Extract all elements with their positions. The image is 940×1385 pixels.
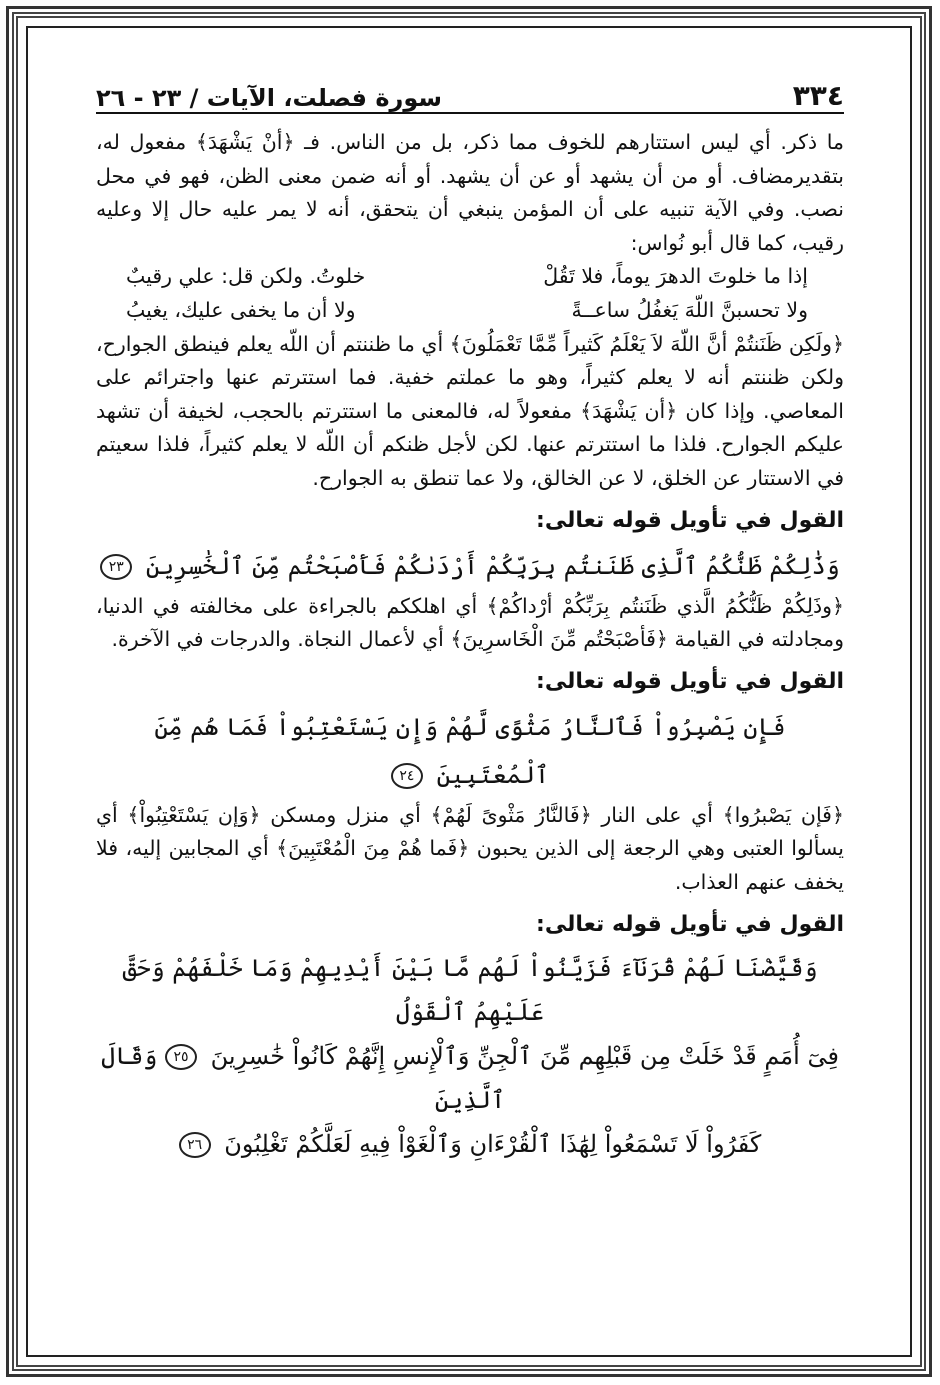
section-heading: القول في تأويل قوله تعالى: bbox=[536, 911, 844, 937]
ayah-number-marker: ٢٥ bbox=[165, 1044, 197, 1070]
verse-line: وَقَيَّضْنَا لَهُمْ قُرَنَآءَ فَزَيَّنُواْ لَهُم مَّا بَيْنَ أَيْدِيهِمْ وَمَا خَلْفَهُمْ وَحَقَّ عَلَيْهِمُ ٱلْقَوْلُ bbox=[122, 953, 818, 1026]
commentary-paragraph-3: ﴿وذَلِكُمْ ظَنُّكُمُ الَّذي ظَنَنتُم بِرَبِّكُمْ أرْداكُمْ﴾ أي اهلككم بالجراءة على مخالفته في الدنيا، ومجادلته في القيامة ﴿فَأصْبَحْتُم مِّنَ الْخَاسرِينَ﴾ أي لأعمال النجاة. والدرجات في الآخرة. bbox=[96, 593, 844, 652]
commentary-paragraph-4: ﴿فَإن يَصْبرُوا﴾ أي على النار ﴿فَالنَّارُ مَثْوىً لَهُمْ﴾ أي منزل ومسكن ﴿وَإن يَسْتَعْتِبُواْ﴾ أي يسألوا العتبى وهي الرجعة إلى الذين يحبون ﴿فَما هُمْ مِنَ الْمُعْتَبِينَ﴾ أي المجابين إليه، فلا يخفف عنهم العذاب. bbox=[96, 802, 844, 894]
verse-line bbox=[96, 1034, 844, 1122]
verse-text: فَإِن يَصْبِرُواْ فَٱلنَّارُ مَثْوًى لَّهُمْ وَإِن يَسْتَعْتِبُواْ فَمَا هُم مِّنَ ٱلْمُعْتَبِينَ bbox=[154, 712, 786, 789]
poem-hemistich: خلوتُ. ولكن قل: علي رقيبٌ bbox=[126, 264, 366, 289]
poem-line-2 bbox=[96, 294, 844, 328]
ayah-number-marker: ٢٣ bbox=[100, 554, 132, 580]
running-title: سورة فصلت، الآيات / ٢٣ - ٢٦ bbox=[96, 84, 443, 112]
ayah-number-marker: ٢٦ bbox=[179, 1132, 211, 1158]
commentary-paragraph-2: ﴿ولَكِن ظَنَنتُمْ أنَّ اللّهَ لاَ يَعْلَمُ كَثيراً مِّمَّا تَعْمَلُونَ﴾ أي ما ظننتم أن اللّه يعلم فينطق الجوارح، ولكن ظننتم أنه لا يعلم كثيراً، وهو ما عملتم خفية. فما استترتم عنها واجترائم على المعاصي. وإذا كان ﴿أن يَشْهَدَ﴾ مفعولاً له، فالمعنى ما استترتم بالحجب، لخيفة أن تشهد عليكم الجوارح. فلذا ما استترتم عنها. لكن لأجل ظنكم أن اللّه لا يعلم كثيراً، فلذا سعيتم في الاستتار عن الخلق، لا عن الخالق، ولا عما تنطق به الجوارح. bbox=[96, 331, 844, 490]
poem-hemistich: ولا أن ما يخفى عليك، يغيبُ bbox=[126, 297, 356, 322]
running-header bbox=[96, 60, 844, 114]
commentary-paragraph-1: ما ذكر. أي ليس استتارهم للخوف مما ذكر، بل من الناس. فـ ﴿أنْ يَشْهَدَ﴾ مفعول له، بتقديرمضاف. أو من أن يشهد أو عن أن يشهد. أو أنه ضمن معنى الظن، فهو في محل نصب. وفي الآية تنبيه على أن المؤمن ينبغي أن يتحقق، أنه لا يمر عليه حال إلا وعليه رقيب، كما قال أبو نُواس: bbox=[96, 130, 844, 255]
section-heading: القول في تأويل قوله تعالى: bbox=[536, 668, 844, 694]
poem-hemistich: إذا ما خلوتَ الدهرَ يوماً، فلا تَقُلْ bbox=[543, 264, 808, 289]
page-content bbox=[96, 60, 844, 1345]
page-number: ٣٣٤ bbox=[792, 79, 844, 112]
verse-text: وَقَالَ ٱلَّذِينَ bbox=[101, 1041, 506, 1114]
quran-verse-24 bbox=[96, 703, 844, 799]
verse-line bbox=[96, 1122, 844, 1166]
quran-verse-23 bbox=[96, 542, 844, 590]
ayah-number-marker: ٢٤ bbox=[391, 763, 423, 789]
verse-text: فِىٓ أُمَمٍ قَدْ خَلَتْ مِن قَبْلِهِم مِّنَ ٱلْجِنِّ وَٱلْإِنسِ إِنَّهُمْ كَانُواْ خَٰسِرِينَ bbox=[210, 1041, 839, 1070]
quran-verses-25-26 bbox=[96, 946, 844, 1166]
poem-hemistich: ولا تحسبنَّ اللّهَ يَغفُلُ ساعــةً bbox=[571, 297, 808, 322]
verse-text: وَذَٰلِكُمْ ظَنُّكُمُ ٱلَّذِى ظَنَنتُم بِرَبِّكُمْ أَرْدَىٰكُمْ فَأَصْبَحْتُم مِّنَ ٱلْخَٰسِرِينَ bbox=[145, 551, 840, 580]
poem-line-1 bbox=[96, 260, 844, 294]
section-heading: القول في تأويل قوله تعالى: bbox=[536, 507, 844, 533]
verse-text: كَفَرُواْ لَا تَسْمَعُواْ لِهَٰذَا ٱلْقُرْءَانِ وَٱلْغَوْاْ فِيهِ لَعَلَّكُمْ تَغْلِبُونَ bbox=[224, 1129, 762, 1158]
